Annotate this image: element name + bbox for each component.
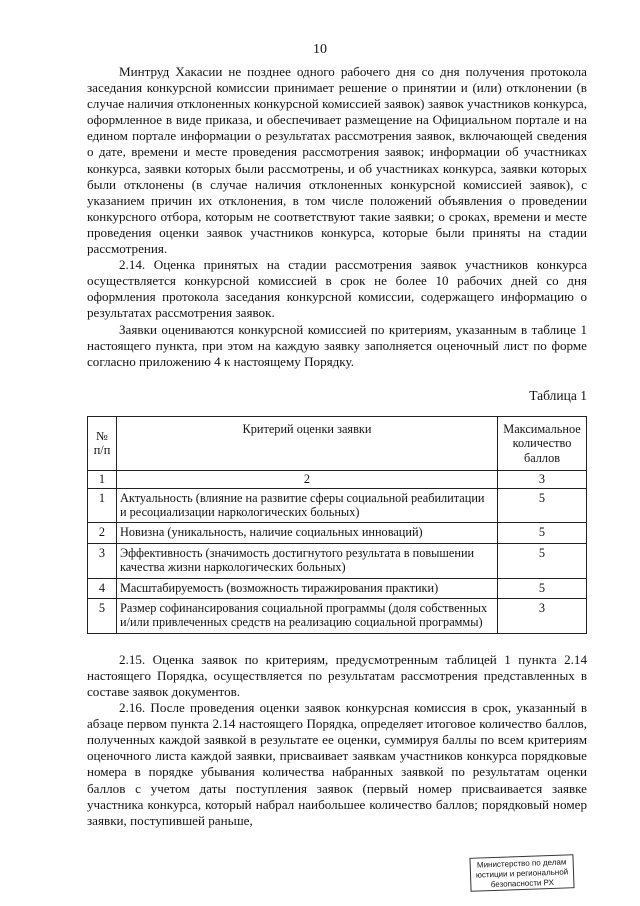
row-max: 5 <box>498 488 587 523</box>
row-criterion: Размер софинансирования социальной программы (доля собственных и/или привлеченных средств на реализацию социальной программы) <box>117 598 498 633</box>
header-max: Максимальное количество баллов <box>498 416 587 470</box>
stamp-line: юстиции и региональной <box>475 867 569 880</box>
table-row <box>88 598 587 633</box>
table-row <box>88 488 587 523</box>
table-row <box>88 578 587 598</box>
paragraph-2-14: 2.14. Оценка принятых на стадии рассмотрения заявок участников конкурса осуществляется конкурсной комиссией в срок не более 10 рабочих дней со дня оформления протокола заседания конкурсной комиссии, содержащего информацию о результатах рассмотрения заявок. <box>87 257 587 321</box>
row-max: 3 <box>498 598 587 633</box>
paragraph-2-15: 2.15. Оценка заявок по критериям, предусмотренным таблицей 1 пункта 2.14 настоящего Порядка, осуществляется по результатам рассмотрения представленных в составе заявок документов. <box>87 651 587 699</box>
index-cell: 1 <box>88 471 117 488</box>
header-num: № п/п <box>88 416 117 470</box>
row-max: 5 <box>498 578 587 598</box>
row-criterion: Эффективность (значимость достигнутого результата в повышении качества жизни наркологических больных) <box>117 543 498 578</box>
paragraph-2-14-evaluation: Заявки оцениваются конкурсной комиссией по критериям, указанным в таблице 1 настоящего пункта, при этом на каждую заявку заполняется оценочный лист по форме согласно приложению 4 к настоящему Порядку. <box>87 321 587 369</box>
table-index-row <box>88 471 587 488</box>
row-criterion: Новизна (уникальность, наличие социальных инноваций) <box>117 523 498 543</box>
registration-stamp <box>469 854 574 892</box>
row-max: 5 <box>498 543 587 578</box>
row-num: 4 <box>88 578 117 598</box>
row-num: 3 <box>88 543 117 578</box>
table-caption: Таблица 1 <box>529 387 587 403</box>
table-row <box>88 543 587 578</box>
document-body <box>87 64 587 829</box>
index-cell: 2 <box>117 471 498 488</box>
paragraph-2-16: 2.16. После проведения оценки заявок конкурсная комиссия в срок, указанный в абзаце первом пункта 2.14 настоящего Порядка, определяет итоговое количество баллов, полученных каждой заявкой в результате ее оценки, суммируя баллы по всем критериям оценочного листа каждой заявки, присваивает заявкам участников конкурса порядковые номера в порядке убывания количества набранных заявкой по результатам оценки баллов с учетом даты поступления заявок (первый номер присваивается заявке участника конкурса, который набрал наибольшее количество баллов; порядковый номер заявки, поступившей раньше, <box>87 700 587 828</box>
index-cell: 3 <box>498 471 587 488</box>
row-num: 1 <box>88 488 117 523</box>
row-criterion: Масштабируемость (возможность тиражирования практики) <box>117 578 498 598</box>
page-number: 10 <box>313 42 327 57</box>
row-criterion: Актуальность (влияние на развитие сферы социальной реабилитации и ресоциализации наркологических больных) <box>117 488 498 523</box>
criteria-table <box>87 416 587 634</box>
stamp-line: Министерство по делам <box>476 857 567 870</box>
row-num: 5 <box>88 598 117 633</box>
row-max: 5 <box>498 523 587 543</box>
header-criterion: Критерий оценки заявки <box>117 416 498 470</box>
paragraph-continuation: Минтруд Хакасии не позднее одного рабочего дня со дня получения протокола заседания конкурсной комиссии принимает решение о принятии и (или) отклонении (в случае наличия отклоненных конкурсной комиссией заявок) заявок участников конкурса, оформленное в виде приказа, и обеспечивает размещение на Официальном портале и на едином портале информации о результатах рассмотрения заявок, включающей сведения о дате, времени и месте проведения рассмотрения заявок; информации об участниках конкурса, заявки которых были рассмотрены, и об участниках конкурса, заявки которых были отклонены (в случае наличия отклоненных конкурсной комиссией заявок), с указанием причин их отклонения, в том числе положений объявления о проведении конкурсного отбора, которым не соответствуют такие заявки; о сроках, времени и месте проведения оценки заявок участников конкурса, которые были приняты на стадии рассмотрения. <box>87 64 587 257</box>
table-header-row <box>88 416 587 470</box>
table-row <box>88 523 587 543</box>
stamp-line: безопасности РХ <box>490 877 555 890</box>
row-num: 2 <box>88 523 117 543</box>
